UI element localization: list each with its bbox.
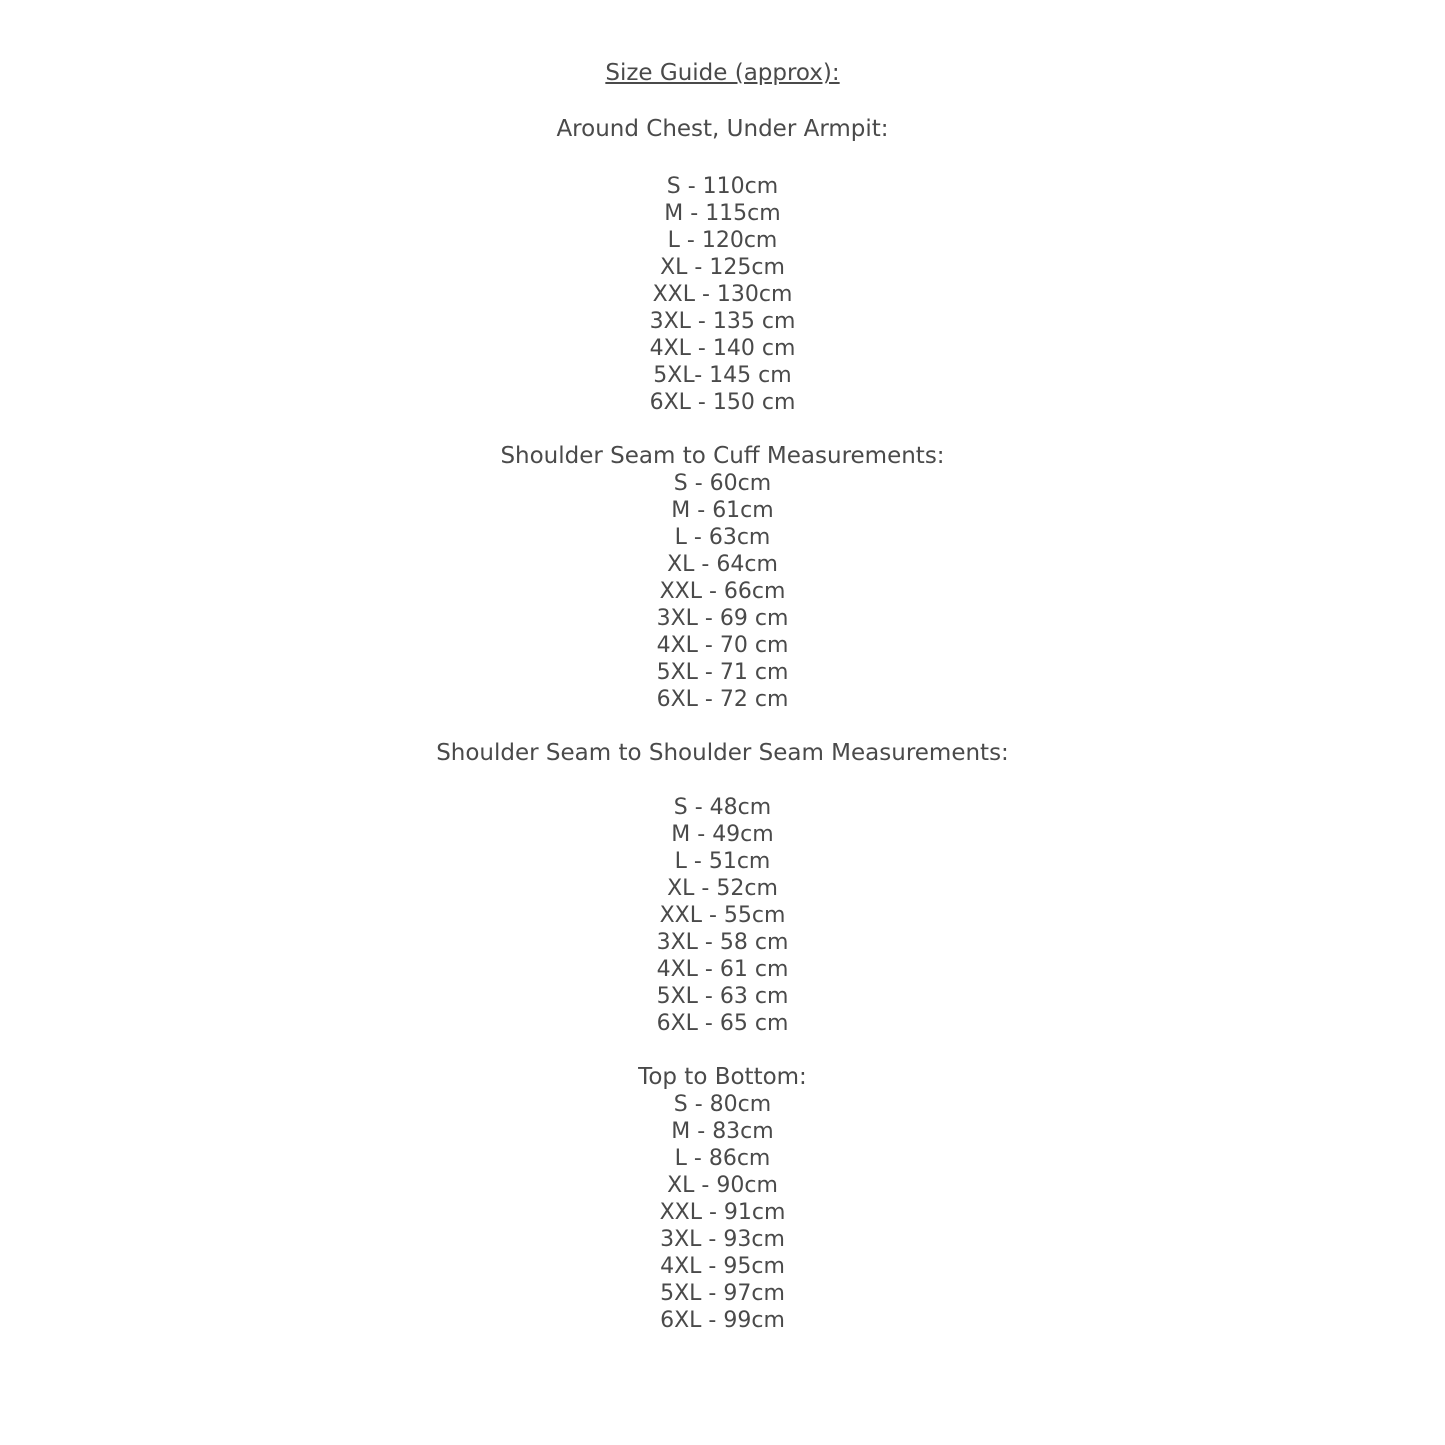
list-item: 6XL - 150 cm [649,390,796,415]
list-item: XXL - 91cm [659,1200,786,1225]
list-item: 5XL- 145 cm [653,363,792,388]
section-top-to-bottom [0,1064,1445,1334]
spacer [0,767,1445,794]
list-item: M - 115cm [664,201,781,226]
list-item: S - 110cm [666,174,779,199]
list-item: S - 80cm [673,1092,772,1117]
spacer [0,416,1445,443]
list-item: 3XL - 135 cm [649,309,796,334]
spacer [0,1037,1445,1064]
spacer [0,143,1445,173]
section-around-chest [0,116,1445,416]
list-item: L - 63cm [674,525,771,550]
list-item: L - 120cm [667,228,778,253]
list-item: 6XL - 99cm [660,1308,785,1333]
section-shoulder-to-shoulder [0,740,1445,1037]
list-item: 3XL - 93cm [660,1227,785,1252]
section-heading: Shoulder Seam to Shoulder Seam Measurements: [436,740,1009,766]
measurement-list [0,1091,1445,1334]
list-item: XL - 52cm [667,876,778,901]
list-item: 6XL - 72 cm [656,687,789,712]
list-item: 4XL - 95cm [660,1254,785,1279]
list-item: L - 86cm [674,1146,771,1171]
list-item: 3XL - 69 cm [656,606,789,631]
spacer [0,713,1445,740]
list-item: XXL - 55cm [659,903,786,928]
list-item: M - 83cm [671,1119,774,1144]
list-item: 5XL - 63 cm [656,984,789,1009]
section-heading: Shoulder Seam to Cuff Measurements: [500,443,945,469]
section-heading: Top to Bottom: [638,1064,807,1090]
list-item: XXL - 66cm [659,579,786,604]
list-item: M - 49cm [671,822,774,847]
section-heading: Around Chest, Under Armpit: [556,116,889,142]
measurement-list [0,470,1445,713]
list-item: 3XL - 58 cm [656,930,789,955]
list-item: XXL - 130cm [652,282,793,307]
list-item: M - 61cm [671,498,774,523]
measurement-list [0,173,1445,416]
list-item: 4XL - 70 cm [656,633,789,658]
list-item: S - 48cm [673,795,772,820]
list-item: XL - 64cm [667,552,778,577]
list-item: XL - 90cm [667,1173,778,1198]
list-item: 5XL - 71 cm [656,660,789,685]
list-item: L - 51cm [674,849,771,874]
section-shoulder-to-cuff [0,443,1445,713]
list-item: 5XL - 97cm [660,1281,785,1306]
measurement-list [0,794,1445,1037]
list-item: XL - 125cm [660,255,785,280]
list-item: 6XL - 65 cm [656,1011,789,1036]
list-item: 4XL - 61 cm [656,957,789,982]
page-title: Size Guide (approx): [605,60,840,86]
list-item: 4XL - 140 cm [649,336,796,361]
list-item: S - 60cm [673,471,772,496]
